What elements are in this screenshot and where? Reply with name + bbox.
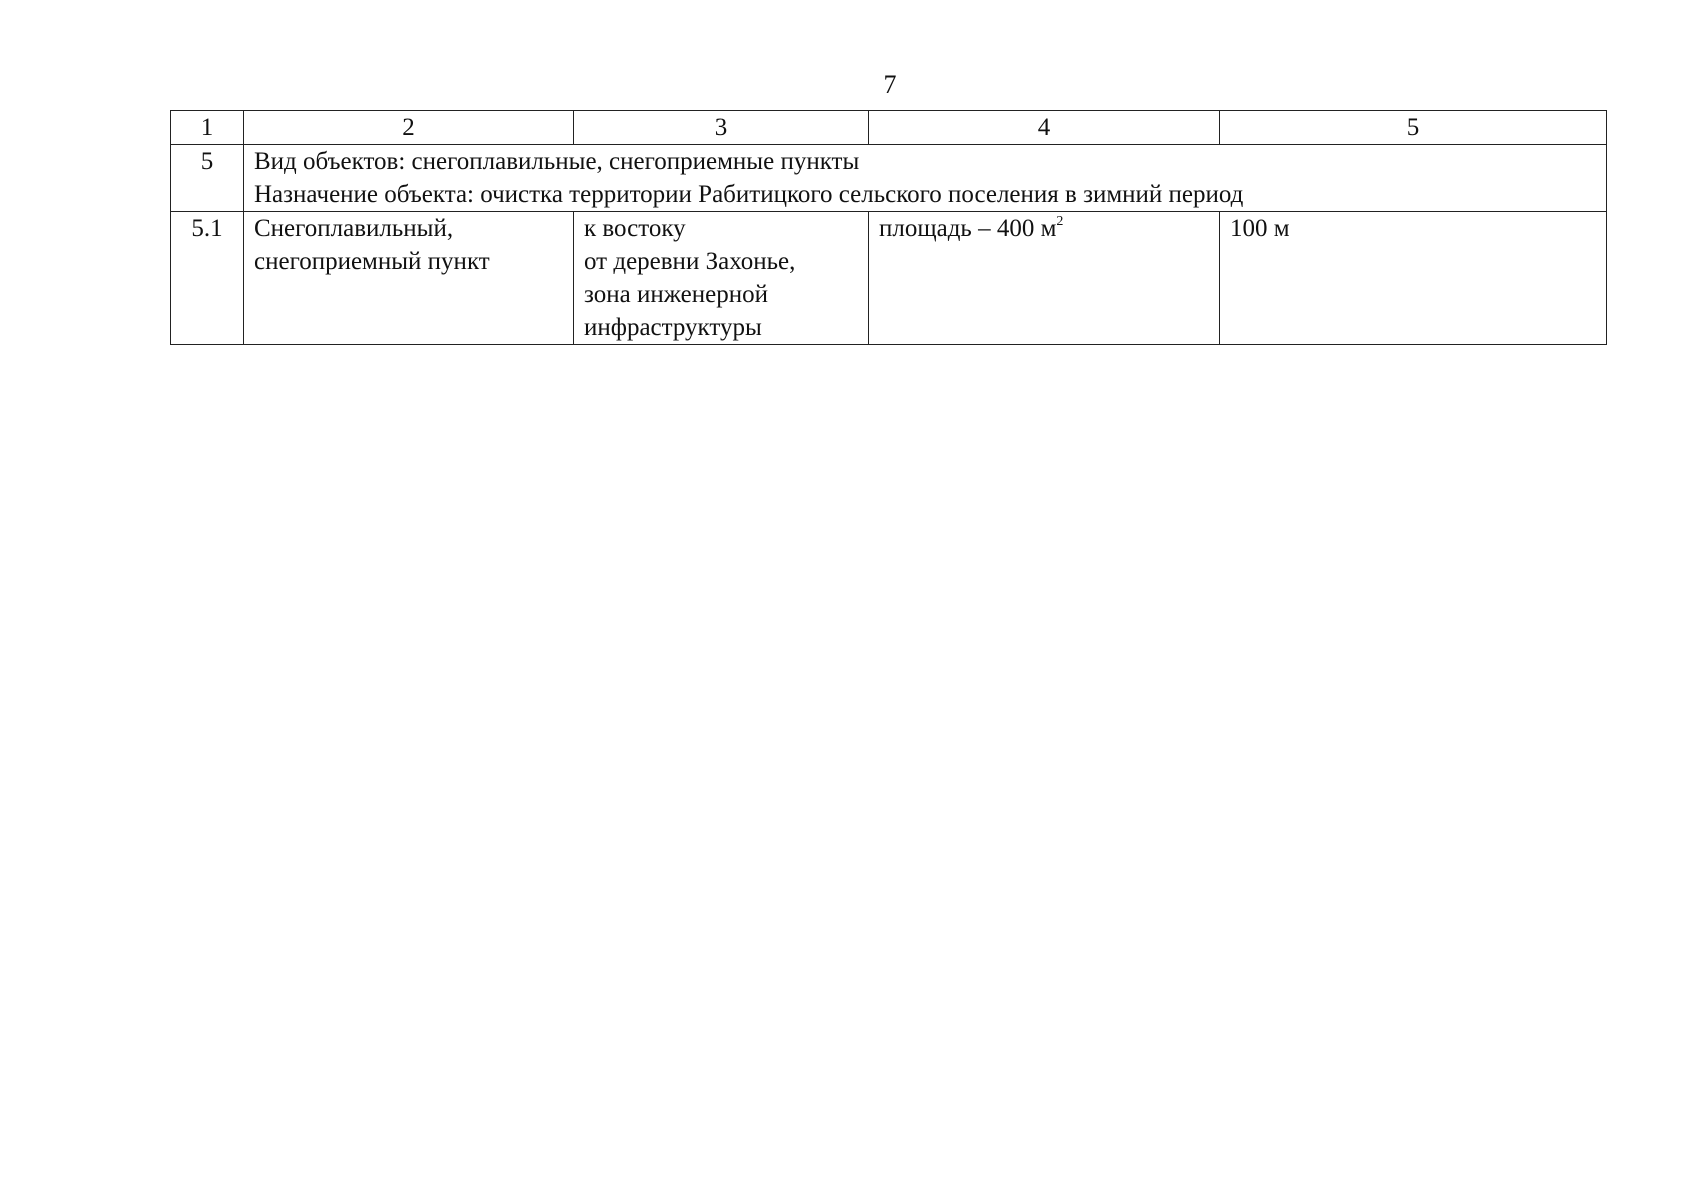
section-description <box>244 145 1607 212</box>
column-number-3: 3 <box>574 111 869 145</box>
object-location-line: от деревни Захонье, <box>584 248 796 275</box>
column-number-4: 4 <box>869 111 1220 145</box>
objects-table <box>170 110 1607 345</box>
object-location-line: инфраструктуры <box>584 314 762 341</box>
object-characteristic-cell <box>869 212 1220 345</box>
section-object-purpose: Назначение объекта: очистка территории Рабитицкого сельского поселения в зимний период <box>254 181 1244 208</box>
section-row <box>171 145 1607 212</box>
object-name-line: Снегоплавильный, <box>254 215 454 242</box>
section-object-type: Вид объектов: снегоплавильные, снегоприемные пункты <box>254 148 860 175</box>
page-number: 7 <box>883 70 897 99</box>
table-header-row <box>171 111 1607 145</box>
column-number-5: 5 <box>1220 111 1607 145</box>
section-number: 5 <box>171 145 244 212</box>
object-location-line: к востоку <box>584 215 686 242</box>
row-number: 5.1 <box>171 212 244 345</box>
object-area-text: площадь – 400 м <box>879 215 1057 242</box>
column-number-1: 1 <box>171 111 244 145</box>
object-name-line: снегоприемный пункт <box>254 248 490 275</box>
table-row <box>171 212 1607 345</box>
object-location-line: зона инженерной <box>584 281 768 308</box>
object-zone-cell <box>1220 212 1607 345</box>
object-location-cell <box>574 212 869 345</box>
column-number-2: 2 <box>244 111 574 145</box>
object-zone-value: 100 м <box>1230 215 1290 242</box>
area-unit-superscript: 2 <box>1056 213 1064 229</box>
object-name-cell <box>244 212 574 345</box>
